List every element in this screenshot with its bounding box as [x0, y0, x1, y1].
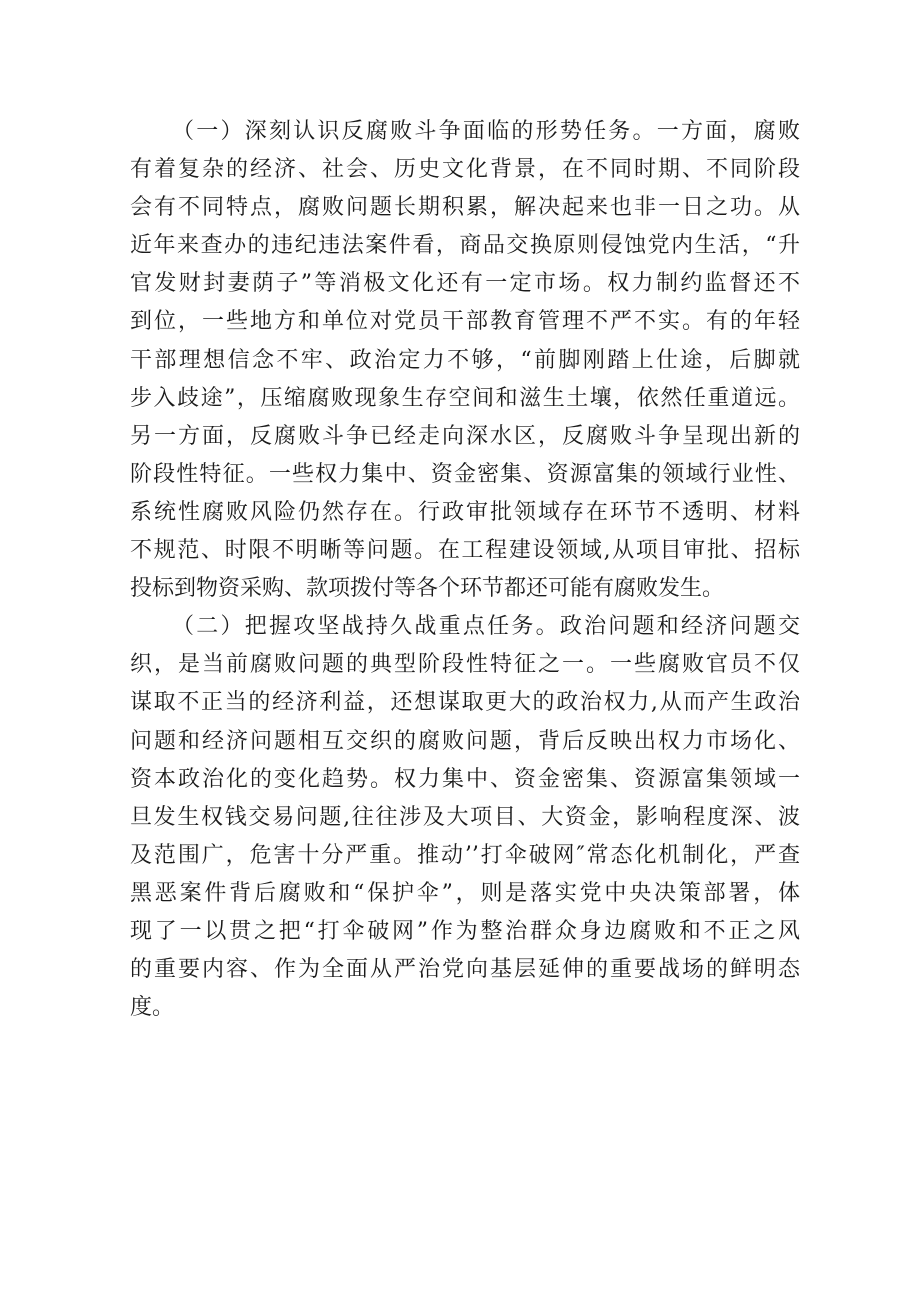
text-line: 系统性腐败风险仍然存在。行政审批领域存在环节不透明、材料 [130, 499, 800, 525]
text-line: 有着复杂的经济、社会、历史文化背景，在不同时期、不同阶段 [130, 157, 800, 183]
document-body [130, 113, 800, 1027]
text-line: 资本政治化的变化趋势。权力集中、资金密集、资源富集领域一 [130, 766, 800, 792]
text-line: 的重要内容、作为全面从严治党向基层延伸的重要战场的鲜明态 [130, 957, 800, 983]
text-line: 及范围广，危害十分严重。推动’’打伞破网″常态化机制化，严查 [130, 842, 800, 868]
text-line: 问题和经济问题相互交织的腐败问题，背后反映出权力市场化、 [130, 728, 800, 754]
paragraph-2 [130, 608, 800, 1027]
text-line: 黑恶案件背后腐败和“保护伞”，则是落实党中央决策部署，体 [130, 880, 800, 906]
text-line: 谋取不正当的经济利益，还想谋取更大的政治权力,从而产生政治 [130, 690, 800, 716]
text-line: 会有不同特点，腐败问题长期积累，解决起来也非一日之功。从 [130, 195, 800, 221]
text-line: 织，是当前腐败问题的典型阶段性特征之一。一些腐败官员不仅 [130, 652, 800, 678]
text-line: 干部理想信念不牢、政治定力不够，“前脚刚踏上仕途，后脚就 [130, 347, 800, 373]
text-line: 另一方面，反腐败斗争已经走向深水区，反腐败斗争呈现出新的 [130, 423, 800, 449]
text-line: 步入歧途”，压缩腐败现象生存空间和滋生土壤，依然任重道远。 [130, 385, 800, 411]
text-line: 投标到物资采购、款项拨付等各个环节都还可能有腐败发生。 [130, 576, 725, 602]
text-line: 现了一以贯之把“打伞破网”作为整治群众身边腐败和不正之风 [130, 918, 800, 944]
text-line: 旦发生权钱交易问题,往往涉及大项目、大资金，影响程度深、波 [130, 804, 800, 830]
text-line: （二）把握攻坚战持久战重点任务。政治问题和经济问题交 [172, 614, 800, 640]
text-line: 度。 [130, 995, 175, 1021]
text-line: 不规范、时限不明晰等问题。在工程建设领域,从项目审批、招标 [130, 538, 800, 564]
paragraph-1 [130, 113, 800, 608]
text-line: （一）深刻认识反腐败斗争面临的形势任务。一方面，腐败 [172, 119, 800, 144]
text-line: 阶段性特征。一些权力集中、资金密集、资源富集的领域行业性、 [130, 461, 800, 487]
text-line: 到位，一些地方和单位对党员干部教育管理不严不实。有的年轻 [130, 309, 800, 335]
text-line: 官发财封妻荫子”等消极文化还有一定市场。权力制约监督还不 [130, 271, 800, 297]
text-line: 近年来查办的违纪违法案件看，商品交换原则侵蚀党内生活，“升 [130, 233, 800, 259]
